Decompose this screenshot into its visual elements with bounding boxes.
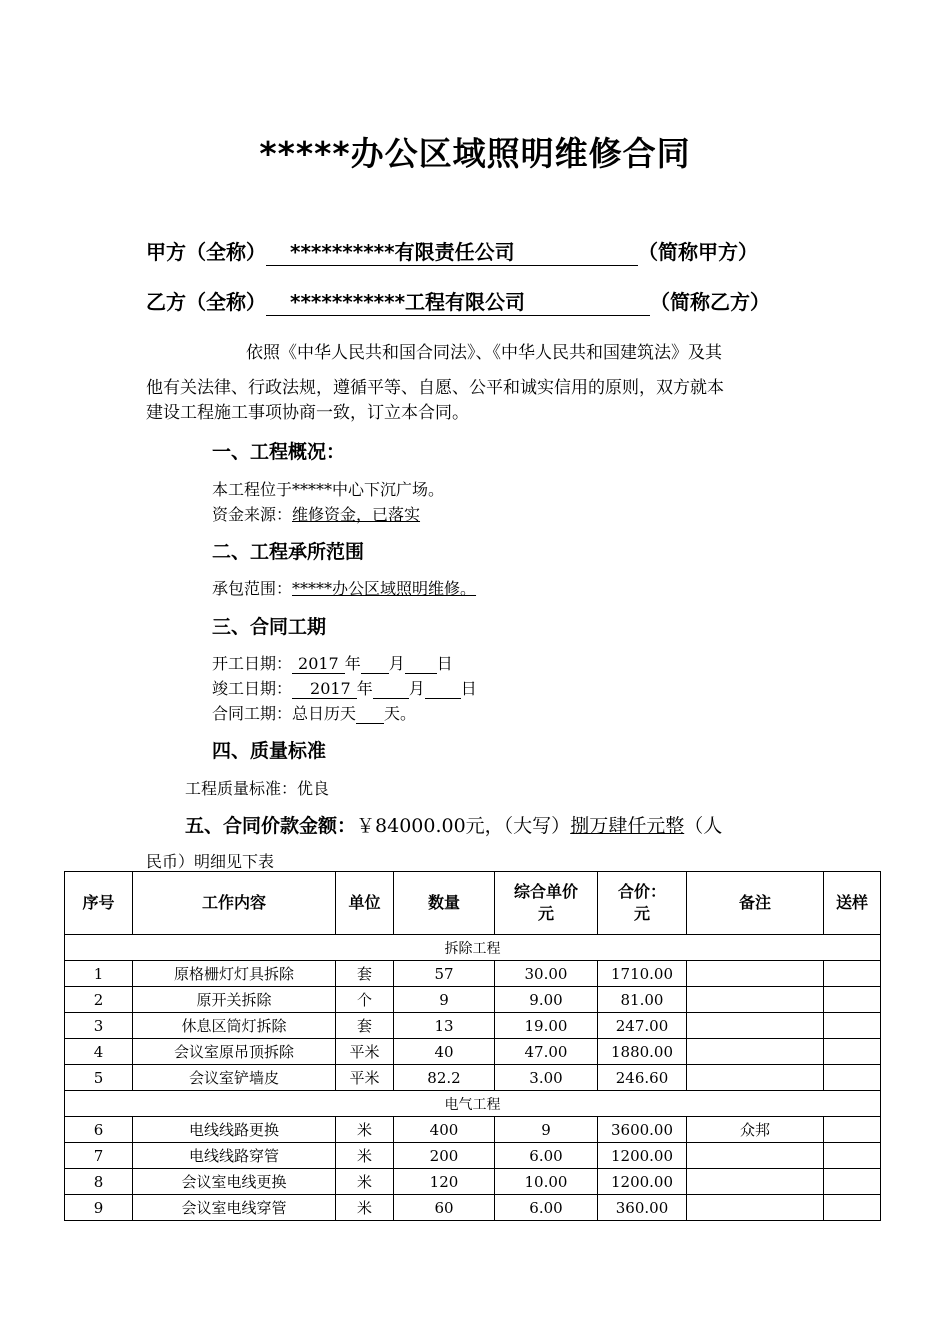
party-a-label: 甲方（全称） [146, 240, 266, 264]
cell-sample [824, 961, 881, 987]
table-row [65, 1065, 881, 1091]
cell-no: 3 [65, 1013, 133, 1039]
cell-unit: 个 [336, 987, 394, 1013]
cell-price: 9.00 [495, 987, 598, 1013]
start-year: 2017 [292, 654, 345, 674]
cell-note [687, 1013, 824, 1039]
cell-note [687, 1195, 824, 1221]
cell-unit: 米 [336, 1143, 394, 1169]
cell-content: 会议室铲墙皮 [133, 1065, 336, 1091]
end-month-char: 月 [408, 679, 425, 698]
party-b-suffix: （简称乙方） [650, 290, 770, 314]
end-date-label: 竣工日期： [212, 679, 293, 698]
contract-price-line [185, 811, 722, 838]
cell-unit: 套 [336, 1013, 394, 1039]
quality-standard: 工程质量标准：优良 [185, 779, 330, 798]
party-a-name: **********有限责任公司 [266, 236, 638, 266]
cell-content: 原格栅灯灯具拆除 [133, 961, 336, 987]
scope-line [212, 576, 476, 599]
cell-note [687, 1169, 824, 1195]
section-label-electric: 电气工程 [65, 1091, 881, 1117]
scope-label: 承包范围： [212, 579, 293, 598]
end-day-char: 日 [460, 679, 477, 698]
party-b-name: ***********工程有限公司 [266, 286, 650, 316]
cell-content: 会议室电线更换 [133, 1169, 336, 1195]
cell-total: 81.00 [598, 987, 687, 1013]
end-date-line [212, 676, 477, 699]
table-row [65, 987, 881, 1013]
intro-line-1: 依照《中华人民共和国合同法》、《中华人民共和国建筑法》及其 [246, 343, 722, 363]
end-year-char: 年 [356, 679, 373, 698]
header-note: 备注 [687, 872, 824, 935]
price-suffix: （人 [684, 815, 723, 837]
cell-note [687, 987, 824, 1013]
start-date-line [212, 651, 453, 674]
table-row [65, 1117, 881, 1143]
price-in-words: 捌万肆仟元整 [570, 815, 685, 837]
cell-no: 4 [65, 1039, 133, 1065]
cell-content: 电线线路更换 [133, 1117, 336, 1143]
table-header-row [65, 872, 881, 935]
intro-line-3: 建设工程施工事项协商一致，订立本合同。 [146, 403, 469, 423]
cell-content: 会议室原吊顶拆除 [133, 1039, 336, 1065]
cell-total: 3600.00 [598, 1117, 687, 1143]
cell-no: 5 [65, 1065, 133, 1091]
cell-qty: 57 [394, 961, 495, 987]
cell-sample [824, 1065, 881, 1091]
cell-note [687, 1039, 824, 1065]
table-row [65, 1143, 881, 1169]
table-row [65, 1195, 881, 1221]
cell-content: 会议室电线穿管 [133, 1195, 336, 1221]
party-a-line [146, 236, 758, 266]
cell-price: 9 [495, 1117, 598, 1143]
cell-unit: 套 [336, 961, 394, 987]
scope-value: *****办公区域照明维修。 [292, 579, 477, 598]
cell-price: 30.00 [495, 961, 598, 987]
section-5-heading: 五、合同价款金额： [185, 815, 357, 837]
cell-qty: 400 [394, 1117, 495, 1143]
table-row [65, 1013, 881, 1039]
cell-note [687, 1065, 824, 1091]
cell-note: 众邦 [687, 1117, 824, 1143]
section-4-heading: 四、质量标准 [212, 740, 327, 762]
cell-content: 电线线路穿管 [133, 1143, 336, 1169]
section-row-demolition [65, 935, 881, 961]
cell-no: 6 [65, 1117, 133, 1143]
party-b-line [146, 286, 770, 316]
fund-source-label: 资金来源： [212, 505, 293, 524]
end-year: 2017 [292, 679, 357, 699]
cell-content: 休息区筒灯拆除 [133, 1013, 336, 1039]
header-sample: 送样 [824, 872, 881, 935]
start-day-char: 日 [436, 654, 453, 673]
section-row-electric [65, 1091, 881, 1117]
cell-price: 47.00 [495, 1039, 598, 1065]
duration-line [212, 701, 416, 724]
header-qty: 数量 [394, 872, 495, 935]
section-2-heading: 二、工程承所范围 [212, 541, 365, 563]
cell-qty: 82.2 [394, 1065, 495, 1091]
cell-sample [824, 987, 881, 1013]
header-unit-price: 综合单价 元 [495, 872, 598, 935]
cell-no: 1 [65, 961, 133, 987]
cell-total: 360.00 [598, 1195, 687, 1221]
cell-price: 19.00 [495, 1013, 598, 1039]
cell-total: 247.00 [598, 1013, 687, 1039]
intro-line-2: 他有关法律、行政法规，遵循平等、自愿、公平和诚实信用的原则，双方就本 [146, 378, 724, 398]
cell-sample [824, 1143, 881, 1169]
header-total: 合价： 元 [598, 872, 687, 935]
contract-title: *****办公区域照明维修合同 [259, 134, 691, 173]
price-suffix-line-2: 民币）明细见下表 [146, 852, 275, 871]
cell-unit: 米 [336, 1195, 394, 1221]
cell-note [687, 961, 824, 987]
header-no: 序号 [65, 872, 133, 935]
cell-unit: 米 [336, 1117, 394, 1143]
cell-unit: 平米 [336, 1039, 394, 1065]
cell-sample [824, 1169, 881, 1195]
cell-qty: 13 [394, 1013, 495, 1039]
cell-no: 9 [65, 1195, 133, 1221]
start-date-label: 开工日期： [212, 654, 293, 673]
cell-total: 246.60 [598, 1065, 687, 1091]
fund-source-line [212, 502, 420, 525]
start-month-char: 月 [388, 654, 405, 673]
cell-no: 8 [65, 1169, 133, 1195]
duration-label: 合同工期：总日历天 [212, 704, 357, 723]
table-row [65, 1169, 881, 1195]
cell-qty: 40 [394, 1039, 495, 1065]
cell-qty: 120 [394, 1169, 495, 1195]
header-unit: 单位 [336, 872, 394, 935]
cell-qty: 60 [394, 1195, 495, 1221]
cell-total: 1710.00 [598, 961, 687, 987]
cell-qty: 9 [394, 987, 495, 1013]
cell-sample [824, 1195, 881, 1221]
table-row [65, 1039, 881, 1065]
work-items-table [64, 871, 881, 1221]
price-amount: ￥84000.00元，（大写） [356, 815, 571, 837]
cell-unit: 米 [336, 1169, 394, 1195]
cell-total: 1200.00 [598, 1169, 687, 1195]
section-3-heading: 三、合同工期 [212, 616, 327, 638]
cell-content: 原开关拆除 [133, 987, 336, 1013]
cell-sample [824, 1039, 881, 1065]
section-label-demolition: 拆除工程 [65, 935, 881, 961]
party-b-label: 乙方（全称） [146, 290, 266, 314]
table-row [65, 961, 881, 987]
cell-total: 1880.00 [598, 1039, 687, 1065]
cell-price: 3.00 [495, 1065, 598, 1091]
start-year-char: 年 [344, 654, 361, 673]
cell-no: 7 [65, 1143, 133, 1169]
cell-sample [824, 1013, 881, 1039]
header-content: 工作内容 [133, 872, 336, 935]
cell-price: 6.00 [495, 1143, 598, 1169]
party-a-suffix: （简称甲方） [638, 240, 758, 264]
project-location: 本工程位于*****中心下沉广场。 [212, 480, 445, 499]
cell-total: 1200.00 [598, 1143, 687, 1169]
fund-source-value: 维修资金，已落实 [292, 505, 421, 524]
cell-price: 10.00 [495, 1169, 598, 1195]
cell-sample [824, 1117, 881, 1143]
cell-unit: 平米 [336, 1065, 394, 1091]
section-1-heading: 一、工程概况： [212, 441, 346, 463]
cell-qty: 200 [394, 1143, 495, 1169]
cell-note [687, 1143, 824, 1169]
duration-unit: 天。 [384, 704, 417, 723]
cell-price: 6.00 [495, 1195, 598, 1221]
cell-no: 2 [65, 987, 133, 1013]
